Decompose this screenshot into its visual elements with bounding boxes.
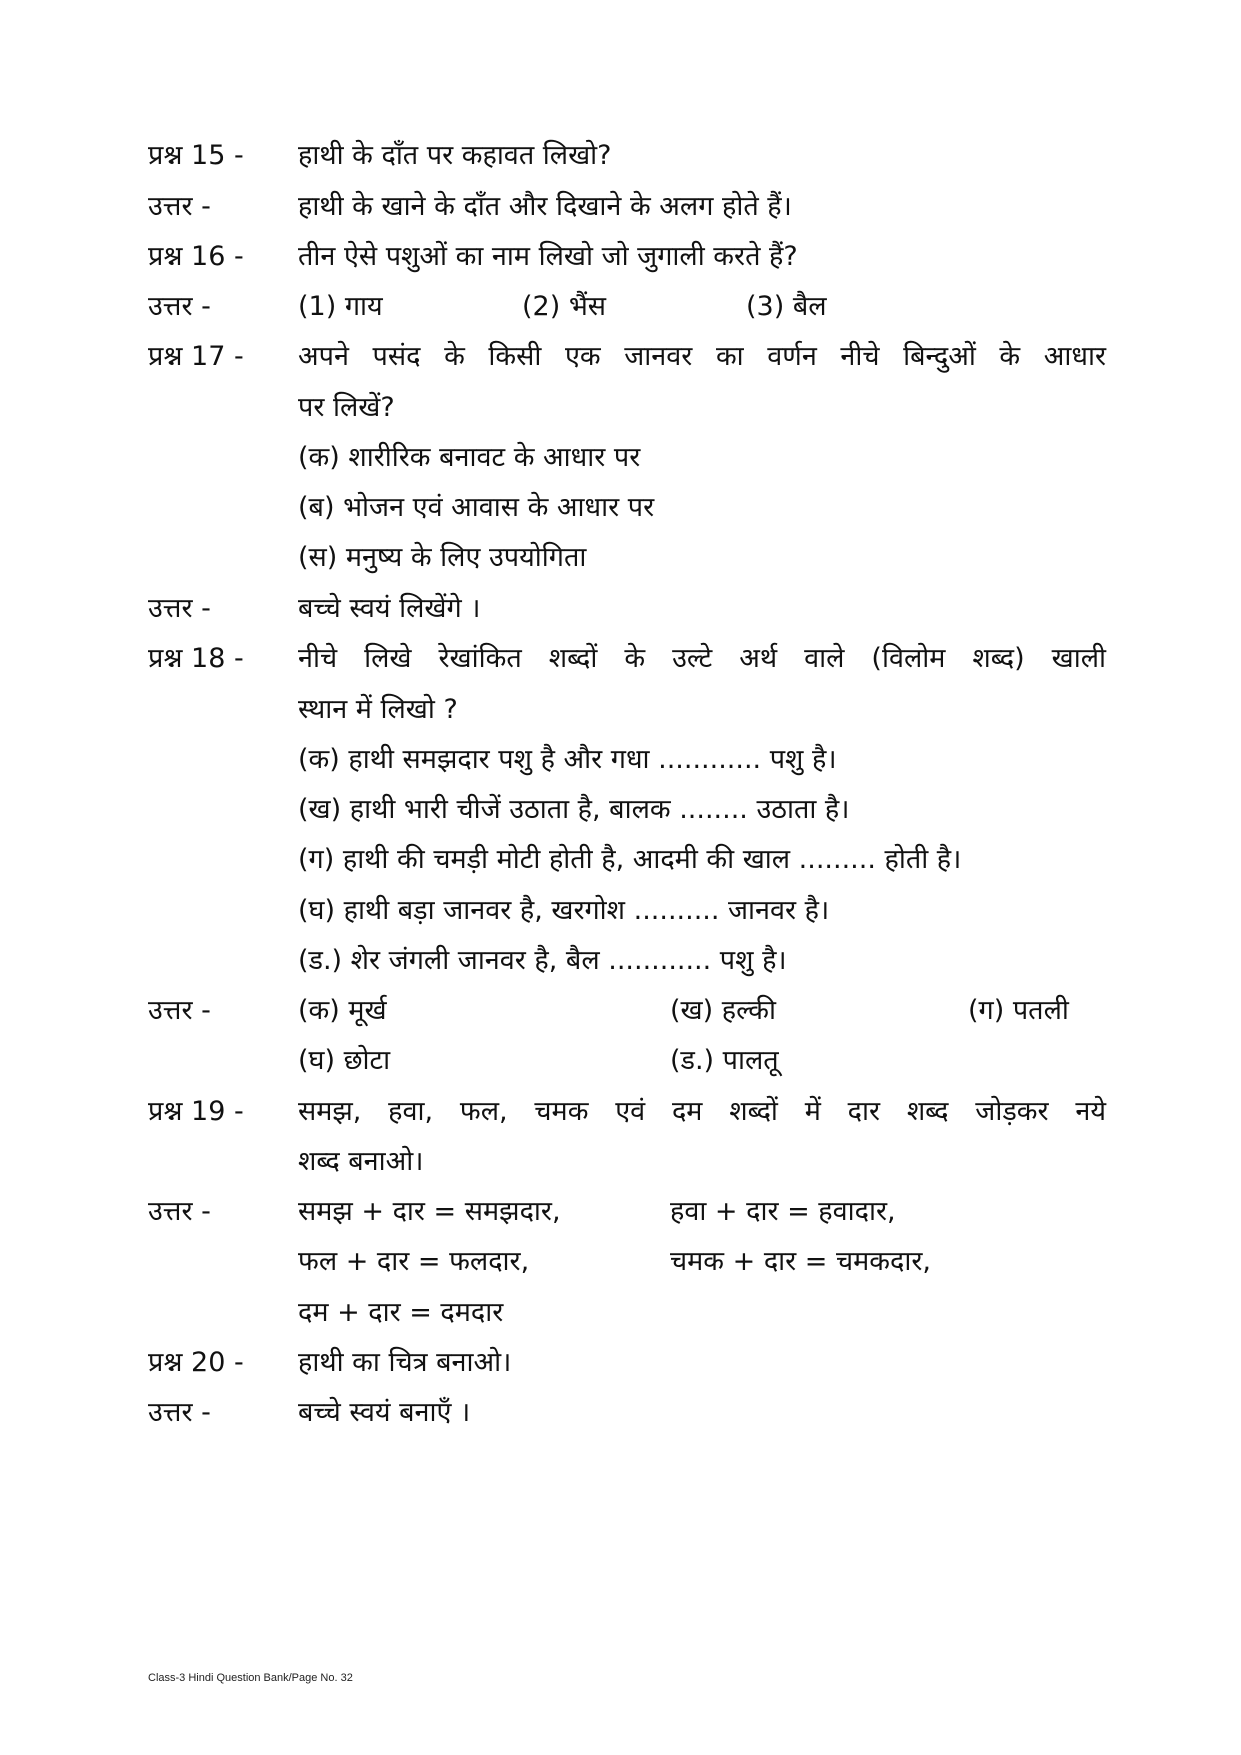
answer-item: (ग) पतली — [968, 995, 1069, 1026]
fill-blank-item: (ग) हाथी की चमड़ी मोटी होती है, आदमी की खाल ......... होती है। — [298, 844, 962, 875]
page-footer: Class-3 Hindi Question Bank/Page No. 32 — [148, 1672, 353, 1684]
question-label: प्रश्न 17 - — [148, 341, 244, 372]
question-text: हाथी के दाँत पर कहावत लिखो? — [298, 140, 612, 171]
answer-text: बच्चे स्वयं बनाएँ । — [298, 1397, 471, 1428]
answer-label: उत्तर - — [148, 191, 211, 222]
question-text: शब्द बनाओ। — [298, 1146, 424, 1177]
answer-item: समझ + दार = समझदार, — [298, 1196, 561, 1227]
answer-text: बच्चे स्वयं लिखेंगे । — [298, 593, 481, 624]
question-point: (स) मनुष्य के लिए उपयोगिता — [298, 542, 587, 573]
answer-item: (3) बैल — [746, 291, 827, 322]
question-label: प्रश्न 16 - — [148, 241, 244, 272]
answer-item: (ड.) पालतू — [670, 1045, 779, 1076]
question-text: स्थान में लिखो ? — [298, 694, 458, 725]
question-text: समझ, हवा, फल, चमक एवं दम शब्दों में दार शब्द जोड़कर नये — [298, 1096, 1106, 1127]
answer-item: दम + दार = दमदार — [298, 1297, 504, 1328]
answer-item: चमक + दार = चमकदार, — [670, 1246, 931, 1277]
answer-label: उत्तर - — [148, 1196, 211, 1227]
fill-blank-item: (घ) हाथी बड़ा जानवर है, खरगोश .......... जानवर है। — [298, 895, 830, 926]
answer-item: (2) भैंस — [522, 291, 607, 322]
question-label: प्रश्न 19 - — [148, 1096, 244, 1127]
question-label: प्रश्न 20 - — [148, 1347, 244, 1378]
fill-blank-item: (ड.) शेर जंगली जानवर है, बैल ............ पशु है। — [298, 945, 787, 976]
question-point: (क) शारीरिक बनावट के आधार पर — [298, 442, 641, 473]
answer-label: उत्तर - — [148, 995, 211, 1026]
answer-item: फल + दार = फलदार, — [298, 1246, 530, 1277]
answer-label: उत्तर - — [148, 291, 211, 322]
answer-item: (घ) छोटा — [298, 1045, 391, 1076]
answer-label: उत्तर - — [148, 593, 211, 624]
fill-blank-item: (क) हाथी समझदार पशु है और गधा ............ पशु है। — [298, 744, 837, 775]
question-point: (ब) भोजन एवं आवास के आधार पर — [298, 492, 655, 523]
question-label: प्रश्न 18 - — [148, 643, 244, 674]
answer-text: हाथी के खाने के दाँत और दिखाने के अलग होते हैं। — [298, 191, 792, 222]
answer-item: हवा + दार = हवादार, — [670, 1196, 896, 1227]
question-text: तीन ऐसे पशुओं का नाम लिखो जो जुगाली करते हैं? — [298, 241, 798, 272]
answer-item: (1) गाय — [298, 291, 383, 322]
answer-item: (ख) हल्की — [670, 995, 776, 1026]
fill-blank-item: (ख) हाथी भारी चीजें उठाता है, बालक ........ उठाता है। — [298, 794, 850, 825]
answer-label: उत्तर - — [148, 1397, 211, 1428]
question-text: हाथी का चित्र बनाओ। — [298, 1347, 512, 1378]
question-label: प्रश्न 15 - — [148, 140, 244, 171]
question-text: अपने पसंद के किसी एक जानवर का वर्णन नीचे बिन्दुओं के आधार — [298, 341, 1106, 372]
answer-item: (क) मूर्ख — [298, 995, 387, 1026]
question-text: पर लिखें? — [298, 392, 395, 423]
question-text: नीचे लिखे रेखांकित शब्दों के उल्टे अर्थ वाले (विलोम शब्द) खाली — [298, 643, 1106, 674]
